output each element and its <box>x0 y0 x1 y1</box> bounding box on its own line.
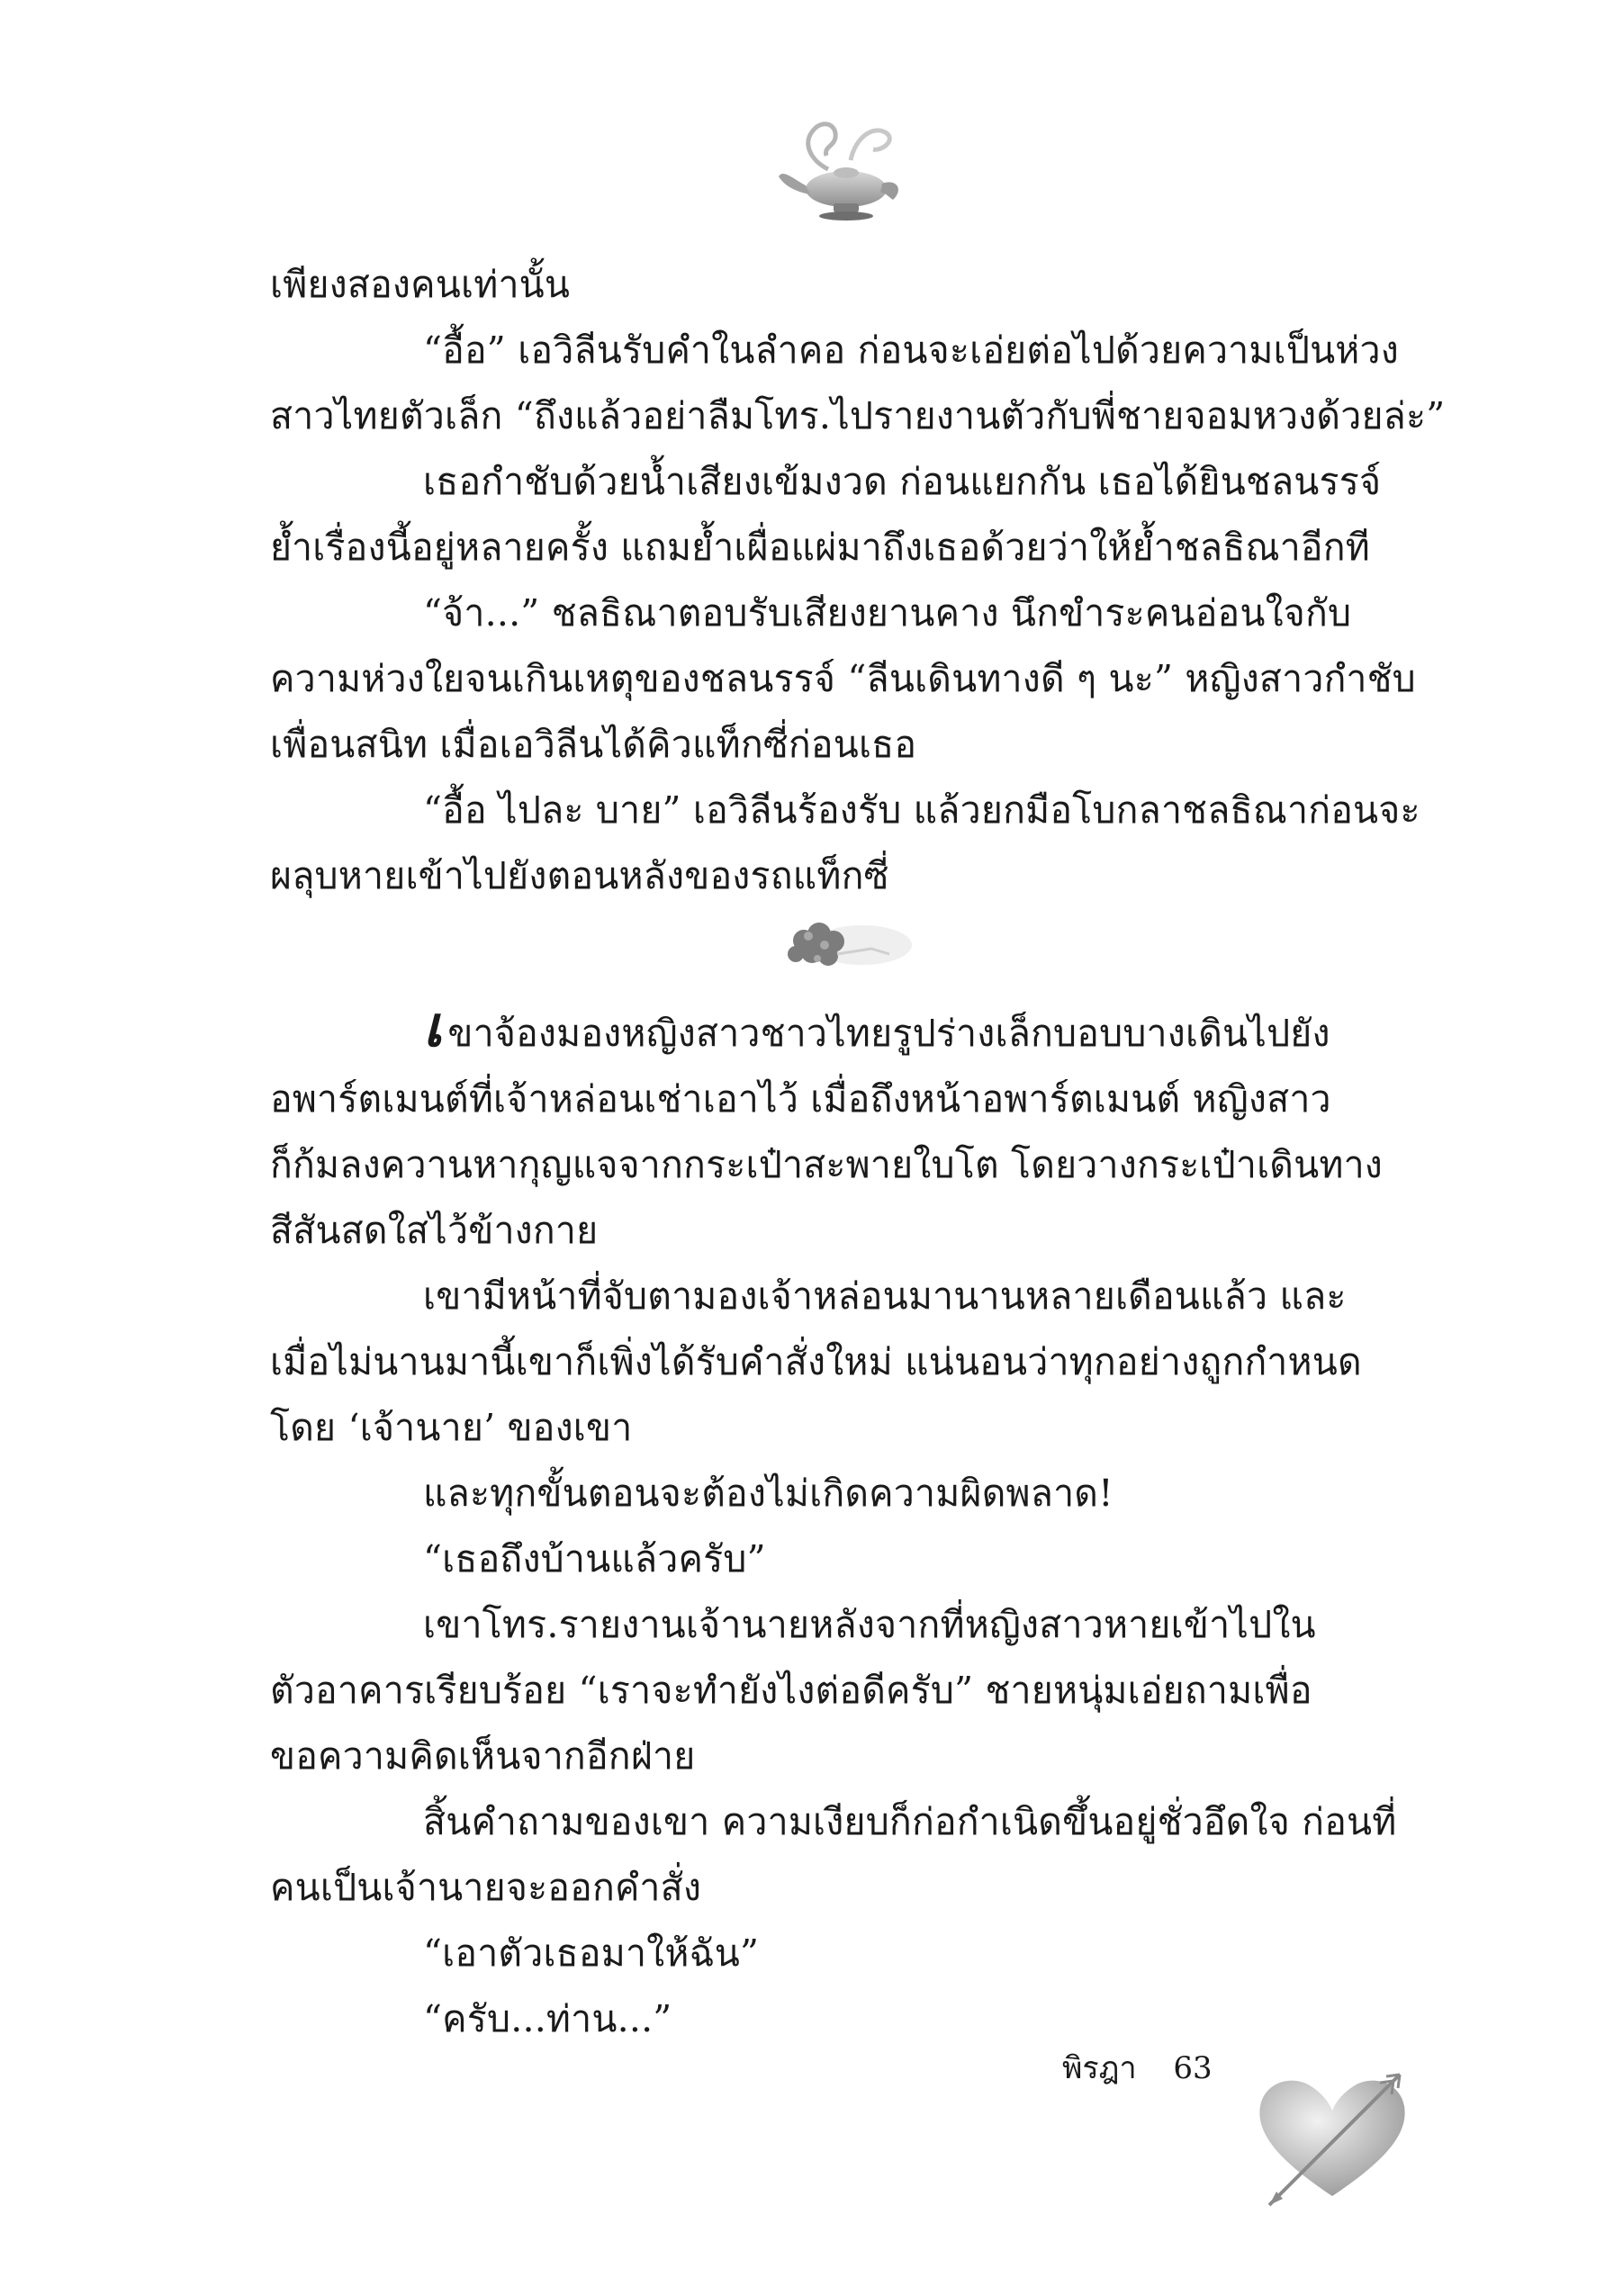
text-line: เพื่อนสนิท เมื่อเอวิลีนได้คิวแท็กซี่ก่อนเธอ <box>270 723 917 766</box>
text-line: เขามีหน้าที่จับตามองเจ้าหล่อนมานานหลายเดือนแล้ว และ <box>423 1274 1347 1318</box>
text-line: เขาโทร.รายงานเจ้านายหลังจากที่หญิงสาวหายเข้าไปใน <box>423 1603 1316 1646</box>
text-line: คนเป็นเจ้านายจะออกคำสั่ง <box>270 1866 702 1909</box>
text-line: ผลุบหายเข้าไปยังตอนหลังของรถแท็กซี่ <box>270 854 889 897</box>
page-footer <box>1062 2043 1213 2092</box>
text-line: ตัวอาคารเรียบร้อย “เราจะทำยังไงต่อดีครับ” ชายหนุ่มเอ่ยถามเพื่อ <box>270 1669 1312 1712</box>
text-line: เพียงสองคนเท่านั้น <box>270 263 571 306</box>
text-line: “อื้อ ไปละ บาย” เอวิลีนร้องรับ แล้วยกมือโบกลาชลธิณาก่อนจะ <box>423 788 1420 832</box>
text-line: อพาร์ตเมนต์ที่เจ้าหล่อนเช่าเอาไว้ เมื่อถึงหน้าอพาร์ตเมนต์ หญิงสาว <box>270 1077 1331 1121</box>
author-name: พิรฎา <box>1062 2050 1137 2086</box>
text-line: ย้ำเรื่องนี้อยู่หลายครั้ง แถมย้ำเผื่อแผ่มาถึงเธอด้วยว่าให้ย้ำชลธิณาอีกที <box>270 526 1371 569</box>
text-line: เมื่อไม่นานมานี้เขาก็เพิ่งได้รับคำสั่งใหม่ แน่นอนว่าทุกอย่างถูกกำหนด <box>270 1340 1362 1383</box>
text-line: ขอความคิดเห็นจากอีกฝ่าย <box>270 1734 696 1778</box>
text-line: โดย ‘เจ้านาย’ ของเขา <box>270 1406 633 1449</box>
text-line: ก็ก้มลงควานหากุญแจจากกระเป๋าสะพายใบโต โดยวางกระเป๋าเดินทาง <box>270 1143 1384 1186</box>
page-number: 63 <box>1173 2050 1213 2086</box>
drop-cap: เ <box>423 994 443 1059</box>
text-line: และทุกขั้นตอนจะต้องไม่เกิดความผิดพลาด! <box>423 1472 1114 1515</box>
text-line <box>270 994 1406 1067</box>
text-line: “จ้า...” ชลธิณาตอบรับเสียงยานคาง นึกขำระคนอ่อนใจกับ <box>423 591 1352 635</box>
paragraph-block-bottom <box>270 994 1406 2052</box>
heart-arrow-icon <box>1242 2048 1422 2228</box>
text-line: สาวไทยตัวเล็ก “ถึงแล้วอย่าลืมโทร.ไปรายงานตัวกับพี่ชายจอมหวงด้วยล่ะ” <box>270 394 1446 437</box>
text-line: “เอาตัวเธอมาให้ฉัน” <box>423 1931 760 1975</box>
text-line: “เธอถึงบ้านแล้วครับ” <box>423 1537 766 1580</box>
flower-bouquet-icon <box>754 909 916 981</box>
text-line: สีสันสดใสไว้ข้างกาย <box>270 1209 599 1252</box>
text-line: ความห่วงใยจนเกินเหตุของชลนรรจ์ “ลีนเดินทางดี ๆ นะ” หญิงสาวกำชับ <box>270 657 1416 700</box>
text-line: สิ้นคำถามของเขา ความเงียบก็ก่อกำเนิดขึ้นอยู่ชั่วอึดใจ ก่อนที่ <box>423 1800 1397 1843</box>
text-line: เธอกำชับด้วยน้ำเสียงเข้มงวด ก่อนแยกกัน เธอได้ยินชลนรรจ์ <box>423 460 1382 503</box>
text-line: “อื้อ” เอวิลีนรับคำในลำคอ ก่อนจะเอ่ยต่อไปด้วยความเป็นห่วง <box>423 329 1399 372</box>
paragraph-block-top <box>270 252 1446 909</box>
text-line: “ครับ...ท่าน...” <box>423 1997 672 2040</box>
genie-lamp-icon <box>774 106 909 223</box>
text-line-rest: ขาจ้องมองหญิงสาวชาวไทยรูปร่างเล็กบอบบางเดินไปยัง <box>447 1012 1330 1055</box>
